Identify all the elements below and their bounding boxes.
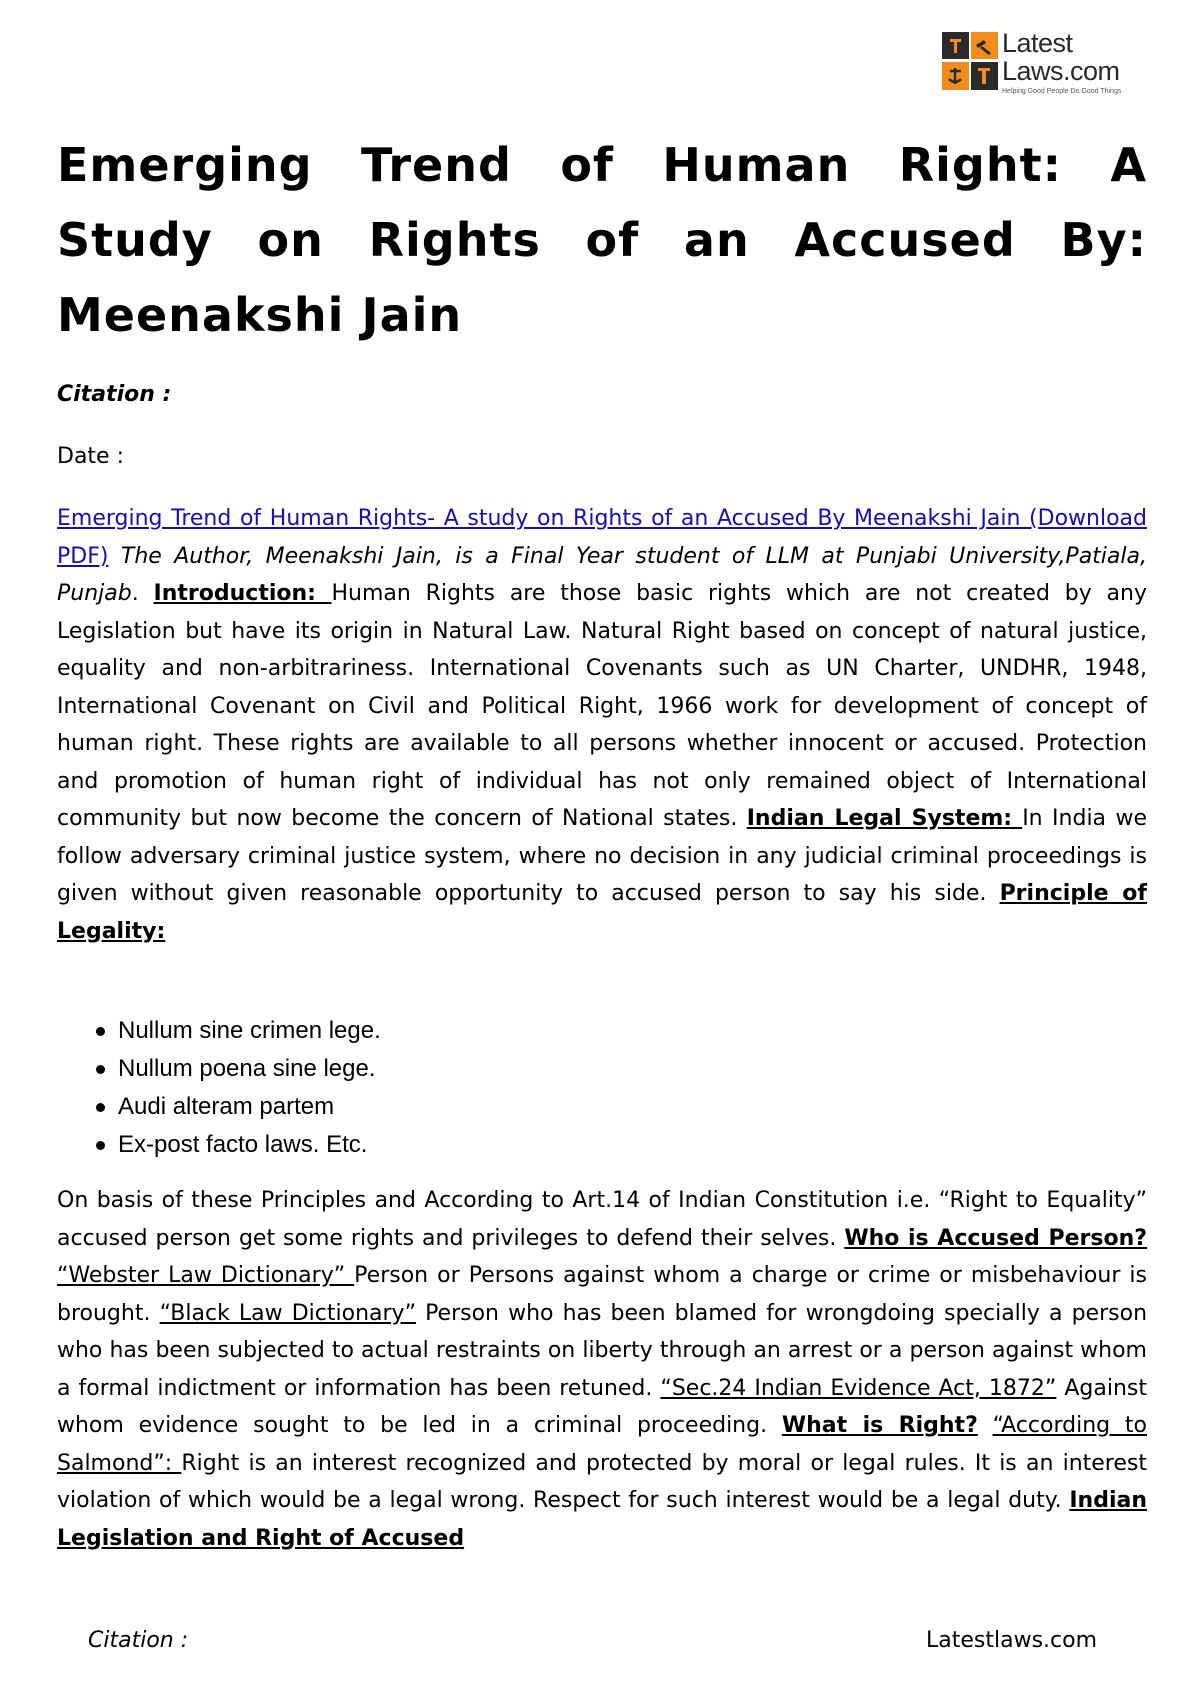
legal-system-text: In India we follow adversary criminal justice system, where no decision in any judicial criminal proceedings is given without given reasonable opportunity to accused person to say his side. [57,806,1147,906]
webster-definition: Person or Persons against whom a charge or crime or misbehaviour is brought. [57,1263,1147,1326]
latestlaws-logo-icon [942,32,998,90]
list-item-text: Nullum poena sine lege. [118,1055,376,1082]
footer-citation-label: Citation : [88,1628,189,1653]
heading-principle-of-legality: Principle of Legality: [57,881,1147,944]
heading-indian-legislation: Indian Legislation and Right of Accused [57,1488,1147,1551]
date-label: Date : [57,444,124,469]
quote-evidence-act: “Sec.24 Indian Evidence Act, 1872” [660,1375,1057,1401]
download-pdf-link[interactable]: Emerging Trend of Human Rights- A study on Rights of an Accused By Meenakshi Jain (Download PDF) [57,506,1147,569]
list-item [92,1126,381,1164]
bullet-icon [96,1027,105,1036]
spacer-2 [978,1413,993,1438]
principles-list [92,1012,381,1164]
list-item [92,1012,381,1050]
list-item [92,1050,381,1088]
bullet-icon [96,1103,105,1112]
body-paragraph-intro [57,500,1147,950]
list-item-text: Ex-post facto laws. Etc. [118,1131,368,1158]
quote-black-law: “Black Law Dictionary” [159,1300,416,1326]
article-title: Emerging Trend of Human Right: A Study on Rights of an Accused By: Meenakshi Jain [57,138,1147,342]
logo-text [1002,30,1120,85]
heading-indian-legal-system: Indian Legal System: [746,806,1023,831]
bullet-icon [96,1065,105,1074]
footer-site-name: Latestlaws.com [926,1628,1098,1653]
introduction-text: Human Rights are those basic rights which are not created by any Legislation but have its origin in Natural Law. Natural Right based on concept of natural justice, equality and non-arbitrariness. International Covenants such as UN Charter, UNDHR, 1948, International Covenant on Civil and Political Right, 1966 work for development of concept of human right. These rights are available to all persons whether innocent or accused. Protection and promotion of human right of individual has not only remained object of International community but now become the concern of National states. [57,581,1147,831]
citation-label: Citation : [57,382,172,407]
evidence-act-definition: Against whom evidence sought to be led in a criminal proceeding. [57,1375,1147,1438]
salmond-definition: Right is an interest recognized and protected by moral or legal rules. It is an interest violation of which would be a legal wrong. Respect for such interest would be a legal duty. [57,1450,1147,1513]
black-law-definition: Person who has been blamed for wrongdoing specially a person who has been subjected to actual restraints on liberty through an arrest or a person against whom a formal indictment or information has been retuned. [57,1300,1148,1401]
author-note-period: . [131,581,139,606]
equality-text: On basis of these Principles and According to Art.14 of Indian Constitution i.e. “Right to Equality” accused person get some rights and privileges to defend their selves. [57,1188,1147,1251]
heading-who-is-accused: Who is Accused Person? [844,1225,1147,1251]
bullet-icon [96,1141,105,1150]
heading-what-is-right: What is Right? [781,1413,978,1438]
quote-webster: “Webster Law Dictionary” [57,1263,355,1288]
list-item-text: Nullum sine crimen lege. [118,1017,381,1044]
logo-line-latest: Latest [1002,28,1073,58]
latestlaws-logo[interactable] [942,30,1142,94]
logo-tagline: Helping Good People Do Good Things [1002,88,1122,95]
quote-salmond: “According to Salmond”: [57,1413,1147,1476]
logo-line-laws: Laws.com [1002,56,1120,86]
author-note: The Author, Meenakshi Jain, is a Final Year student of LLM at Punjabi University,Patiala, Punjab [57,543,1147,606]
list-item-text: Audi alteram partem [118,1093,335,1120]
list-item [92,1088,381,1126]
body-paragraph-accused [57,1182,1147,1557]
heading-introduction: Introduction: [153,581,332,606]
